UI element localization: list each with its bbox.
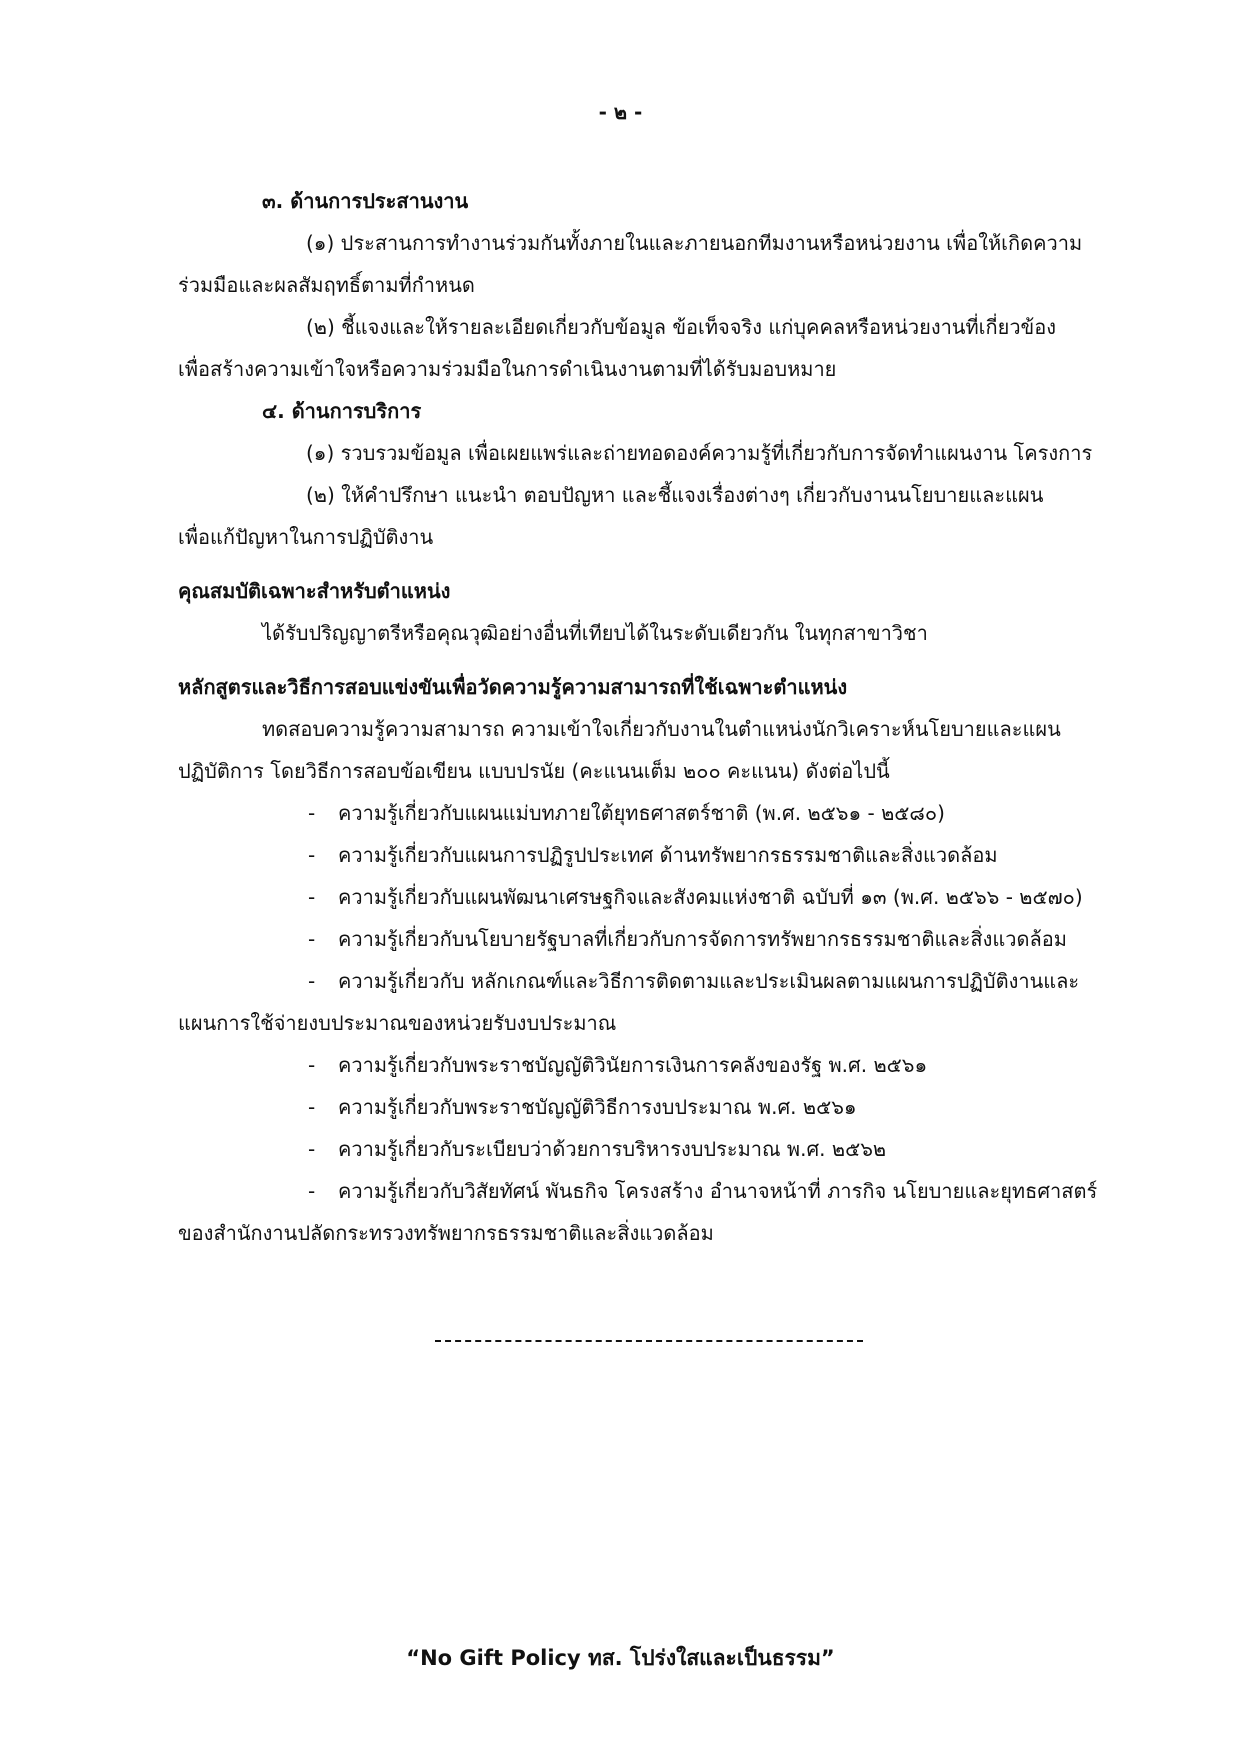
section4-item2-line1: (๒) ให้คำปรึกษา แนะนำ ตอบปัญหา และชี้แจงเรื่องต่างๆ เกี่ยวกับงานนโยบายและแผน <box>306 483 1044 507</box>
section3-item1-line1: (๑) ประสานการทำงานร่วมกันทั้งภายในและภายนอกทีมงานหรือหน่วยงาน เพื่อให้เกิดความ <box>306 231 1083 255</box>
qualifications-title: คุณสมบัติเฉพาะสำหรับตำแหน่ง <box>178 579 451 603</box>
exam-bullet <box>178 834 1118 876</box>
page-number: - ๒ - <box>598 100 643 124</box>
exam-bullet <box>178 792 1118 834</box>
bullet-text: ความรู้เกี่ยวกับระเบียบว่าด้วยการบริหารงบประมาณ พ.ศ. ๒๕๖๒ <box>338 1137 887 1161</box>
bullet-dash: - <box>308 801 316 825</box>
dashed-divider <box>435 1340 863 1342</box>
exam-intro-line1: ทดสอบความรู้ความสามารถ ความเข้าใจเกี่ยวกับงานในตำแหน่งนักวิเคราะห์นโยบายและแผน <box>262 717 1061 741</box>
section3-title: ๓. ด้านการประสานงาน <box>262 189 469 213</box>
bullet-text: ความรู้เกี่ยวกับนโยบายรัฐบาลที่เกี่ยวกับการจัดการทรัพยากรธรรมชาติและสิ่งแวดล้อม <box>338 927 1067 951</box>
exam-title: หลักสูตรและวิธีการสอบแข่งขันเพื่อวัดความรู้ความสามารถที่ใช้เฉพาะตำแหน่ง <box>178 675 848 699</box>
qualifications-text: ได้รับปริญญาตรีหรือคุณวุฒิอย่างอื่นที่เทียบได้ในระดับเดียวกัน ในทุกสาขาวิชา <box>262 621 928 645</box>
footer-slogan: “No Gift Policy ทส. โปร่งใสและเป็นธรรม” <box>406 1646 835 1670</box>
section4-item1-line1: (๑) รวบรวมข้อมูล เพื่อเผยแพร่และถ่ายทอดองค์ความรู้ที่เกี่ยวกับการจัดทำแผนงาน โครงการ <box>306 441 1093 465</box>
bullet-text: ความรู้เกี่ยวกับแผนแม่บทภายใต้ยุทธศาสตร์ชาติ (พ.ศ. ๒๕๖๑ - ๒๕๘๐) <box>338 801 945 825</box>
section3-item2-line1: (๒) ชี้แจงและให้รายละเอียดเกี่ยวกับข้อมูล ข้อเท็จจริง แก่บุคคลหรือหน่วยงานที่เกี่ยวข้อง <box>306 315 1057 339</box>
bullet-dash: - <box>308 1179 316 1203</box>
bullet-text: ความรู้เกี่ยวกับวิสัยทัศน์ พันธกิจ โครงสร้าง อำนาจหน้าที่ ภารกิจ นโยบายและยุทธศาสตร์ <box>338 1179 1098 1203</box>
bullet-text: ความรู้เกี่ยวกับ หลักเกณฑ์และวิธีการติดตามและประเมินผลตามแผนการปฏิบัติงานและ <box>338 969 1080 993</box>
bullet-dash: - <box>308 927 316 951</box>
section4-title: ๔. ด้านการบริการ <box>262 399 422 423</box>
exam-bullet <box>178 918 1118 960</box>
exam-bullet <box>178 1128 1118 1170</box>
bullet-dash: - <box>308 1137 316 1161</box>
section3-item1-line2: ร่วมมือและผลสัมฤทธิ์ตามที่กำหนด <box>178 273 475 297</box>
bullet-dash: - <box>308 969 316 993</box>
exam-bullet <box>178 1170 1118 1212</box>
bullet-text: ความรู้เกี่ยวกับพระราชบัญญัติวินัยการเงินการคลังของรัฐ พ.ศ. ๒๕๖๑ <box>338 1053 928 1077</box>
exam-bullet <box>178 960 1118 1002</box>
exam-bullet <box>178 876 1118 918</box>
document-body <box>178 180 1118 1254</box>
bullet-text: ความรู้เกี่ยวกับพระราชบัญญัติวิธีการงบประมาณ พ.ศ. ๒๕๖๑ <box>338 1095 857 1119</box>
bullet-text: ความรู้เกี่ยวกับแผนพัฒนาเศรษฐกิจและสังคมแห่งชาติ ฉบับที่ ๑๓ (พ.ศ. ๒๕๖๖ - ๒๕๗๐) <box>338 885 1083 909</box>
bullet-dash: - <box>308 885 316 909</box>
bullet-text: ความรู้เกี่ยวกับแผนการปฏิรูปประเทศ ด้านทรัพยากรธรรมชาติและสิ่งแวดล้อม <box>338 843 998 867</box>
bullet-dash: - <box>308 843 316 867</box>
exam-bullet <box>178 1086 1118 1128</box>
section4-item2-line2: เพื่อแก้ปัญหาในการปฏิบัติงาน <box>178 525 434 549</box>
exam-bullet-continuation: ของสำนักงานปลัดกระทรวงทรัพยากรธรรมชาติและสิ่งแวดล้อม <box>178 1221 714 1245</box>
exam-intro-line2: ปฏิบัติการ โดยวิธีการสอบข้อเขียน แบบปรนัย (คะแนนเต็ม ๒๐๐ คะแนน) ดังต่อไปนี้ <box>178 759 890 783</box>
exam-bullet-continuation: แผนการใช้จ่ายงบประมาณของหน่วยรับงบประมาณ <box>178 1011 617 1035</box>
section3-item2-line2: เพื่อสร้างความเข้าใจหรือความร่วมมือในการดำเนินงานตามที่ได้รับมอบหมาย <box>178 357 837 381</box>
exam-bullet <box>178 1044 1118 1086</box>
bullet-dash: - <box>308 1095 316 1119</box>
bullet-dash: - <box>308 1053 316 1077</box>
